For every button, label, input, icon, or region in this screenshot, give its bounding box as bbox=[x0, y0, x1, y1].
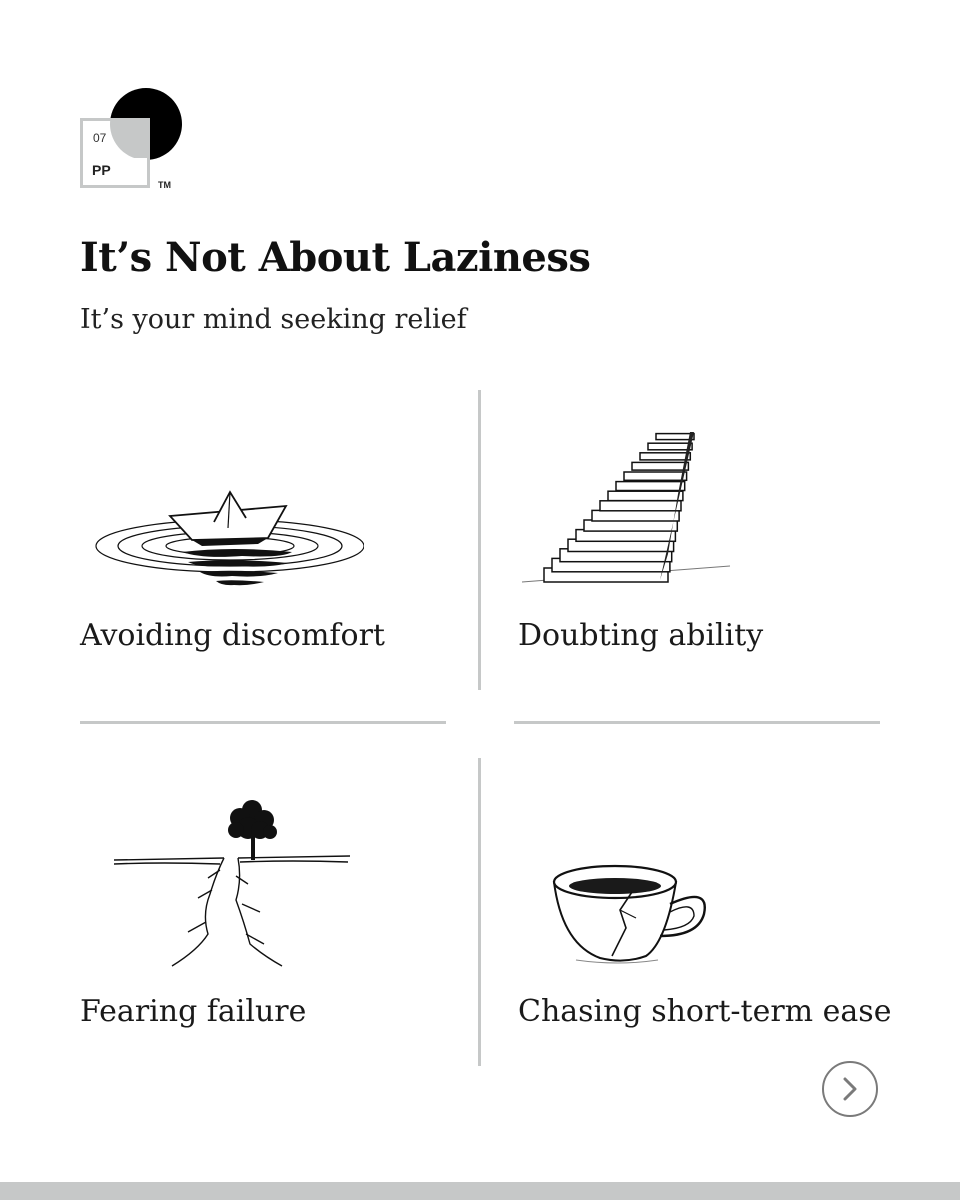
logo-overlap-shape bbox=[110, 118, 150, 158]
stair-step bbox=[600, 501, 681, 511]
staircase-icon bbox=[518, 424, 734, 594]
paper-boat-icon bbox=[92, 488, 364, 588]
next-button[interactable] bbox=[822, 1061, 878, 1117]
grid-divider-vertical-top bbox=[478, 390, 481, 690]
cell-label-avoiding-discomfort: Avoiding discomfort bbox=[80, 618, 385, 653]
chevron-right-icon bbox=[839, 1077, 861, 1101]
cell-label-chasing-short-term-ease: Chasing short-term ease bbox=[518, 994, 892, 1029]
logo-number: 07 bbox=[93, 131, 107, 145]
logo-letters: PP bbox=[92, 162, 111, 178]
grid-divider-horizontal-left bbox=[80, 721, 446, 724]
stair-step bbox=[640, 453, 690, 460]
grid-divider-vertical-bottom bbox=[478, 758, 481, 1066]
logo-trademark: TM bbox=[158, 180, 171, 190]
stair-step bbox=[608, 491, 683, 500]
cliff-chasm-icon bbox=[112, 794, 352, 970]
stair-step bbox=[592, 510, 679, 521]
cracked-cup-icon bbox=[548, 860, 712, 966]
cell-label-doubting-ability: Doubting ability bbox=[518, 618, 764, 653]
grid-divider-horizontal-right bbox=[514, 721, 880, 724]
cell-label-fearing-failure: Fearing failure bbox=[80, 994, 307, 1029]
page-title: It’s Not About Laziness bbox=[80, 234, 591, 281]
footer-bar bbox=[0, 1182, 960, 1200]
page-subtitle: It’s your mind seeking relief bbox=[80, 304, 467, 335]
stair-step bbox=[624, 472, 687, 480]
stair-step bbox=[656, 434, 694, 440]
stair-step bbox=[616, 482, 685, 491]
stair-step bbox=[648, 443, 692, 450]
brand-logo bbox=[80, 88, 190, 198]
stair-step bbox=[632, 462, 688, 470]
